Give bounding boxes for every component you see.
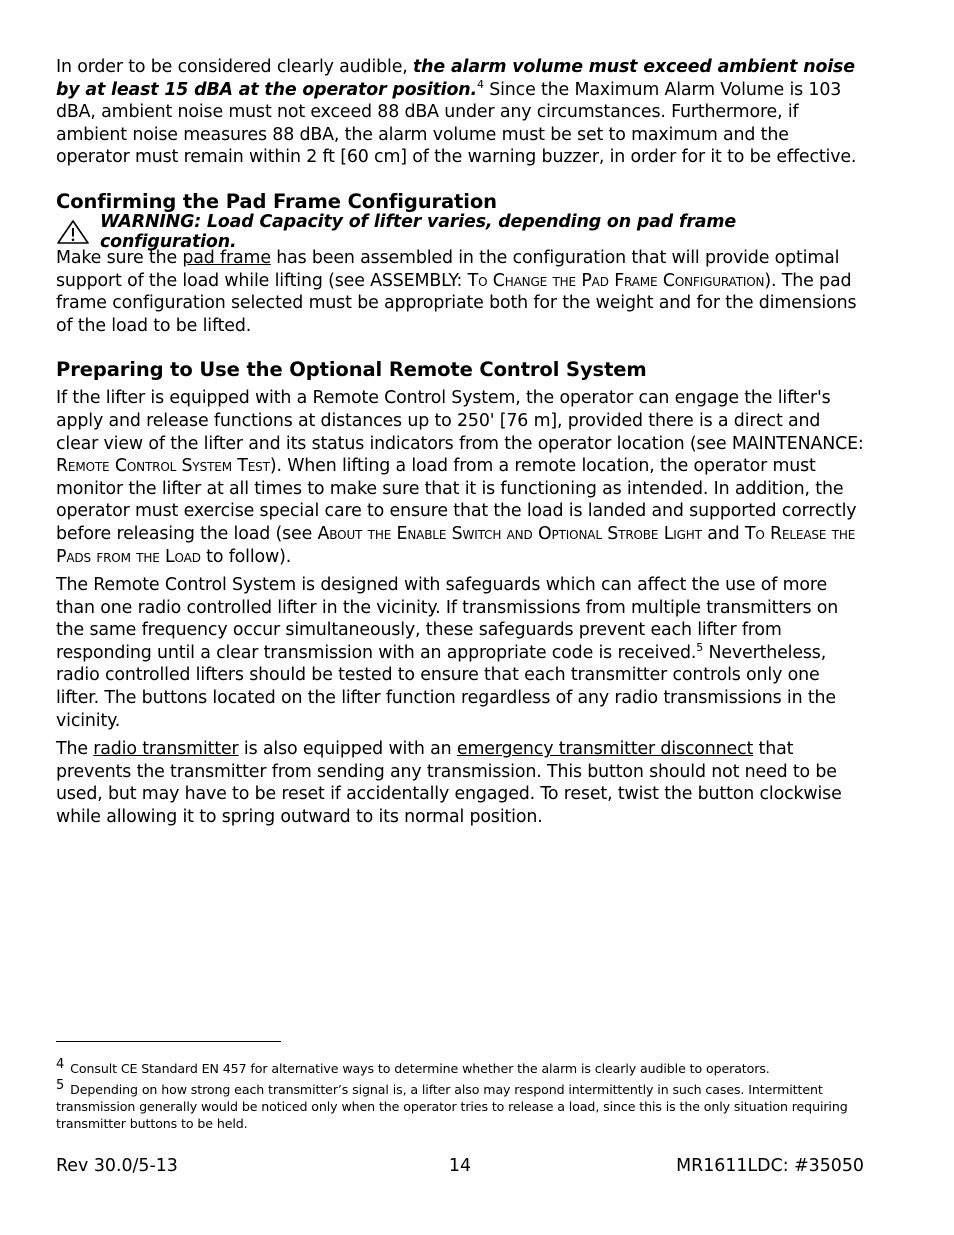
remote-p1-text-d: to follow). <box>200 546 292 567</box>
footnote-ref-5[interactable]: 5 <box>696 641 704 655</box>
pad-frame-link[interactable]: pad frame <box>182 247 271 268</box>
pad-frame-paragraph <box>56 247 864 337</box>
alarm-emphasis: the alarm volume must exceed ambient noise by at least 15 dBA at the operator position. <box>56 57 855 100</box>
remote-control-heading: Preparing to Use the Optional Remote Control System <box>56 358 647 382</box>
pad-frame-text-c: ). The pad frame configuration selected must be appropriate both for the weight and for the dimensions of the load to be lifted. <box>56 270 857 336</box>
revision-label: Rev 30.0/5-13 <box>56 1156 178 1176</box>
remote-p2-text-a: The Remote Control System is designed with safeguards which can affect the use of more than one radio controlled lifter in the vicinity. If transmissions from multiple transmitters on the same frequency occur simultaneously, these safeguards prevent each lifter from responding until a clear transmission with an appropriate code is received. <box>56 575 839 663</box>
pad-frame-heading: Confirming the Pad Frame Configuration <box>56 189 497 213</box>
footnote-4 <box>56 1057 864 1077</box>
document-id: MR1611LDC: #35050 <box>676 1156 864 1176</box>
pad-frame-text-a: Make sure the <box>56 247 183 268</box>
footnote-ref-4[interactable]: 4 <box>476 77 484 91</box>
remote-p3-text-b: is also equipped with an <box>238 739 457 760</box>
remote-p2-text-b: Nevertheless, radio controlled lifters should be tested to ensure that each transmitter controls only one lifter. The buttons located on the lifter function regardless of any radio transmissions in the vicinity. <box>56 642 836 731</box>
footnote-5-text: Depending on how strong each transmitter’s signal is, a lifter also may respond intermittently in such cases. Intermittent transmission generally would be noticed only when the operator tries to release a load, since this is the only situation requiring transmitter buttons to be held. <box>56 1082 848 1131</box>
remote-paragraph-2 <box>56 574 864 732</box>
remote-p1-text-b: ). When lifting a load from a remote location, the operator must monitor the lifter at all times to make sure that it is functioning as intended. In addition, the operator must exercise special care to ensure that the load is landed and supported correctly before releasing the load (see <box>56 456 857 544</box>
page-body <box>56 56 864 835</box>
footnote-divider <box>56 1041 281 1042</box>
pad-frame-warning <box>56 211 864 252</box>
pad-frame-section-ref: To Change the Pad Frame Configuration <box>467 270 765 291</box>
enable-switch-ref: About the Enable Switch and Optional Strobe Light <box>317 523 702 544</box>
alarm-volume-paragraph <box>56 56 864 169</box>
footnote-4-text: Consult CE Standard EN 457 for alternative ways to determine whether the alarm is clearly audible to operators. <box>70 1061 770 1076</box>
pad-frame-text-b: has been assembled in the configuration that will provide optimal support of the load while lifting (see ASSEMBLY: <box>56 247 840 291</box>
warning-triangle-icon <box>56 219 90 245</box>
emergency-disconnect-link[interactable]: emergency transmitter disconnect <box>456 739 754 760</box>
remote-p3-text-c: that prevents the transmitter from sending any transmission. This button should not need to be used, but may have to be reset if accidentally engaged. To reset, twist the button clockwise while allowing it to spring outward to its normal position. <box>56 739 842 828</box>
remote-p1-text-a: If the lifter is equipped with a Remote Control System, the operator can engage the lifter's apply and release functions at distances up to 250' [76 m], provided there is a direct and clear view of the lifter and its status indicators from the operator location (see MAINTENANCE: <box>56 388 864 454</box>
remote-test-ref: Remote Control System Test <box>56 456 270 477</box>
remote-paragraph-1 <box>56 387 864 568</box>
remote-p3-text-a: The <box>56 739 94 760</box>
footnote-4-number: 4 <box>56 1057 65 1072</box>
warning-text: WARNING: Load Capacity of lifter varies, depending on pad frame configuration. <box>100 211 736 252</box>
alarm-text-end: Since the Maximum Alarm Volume is 103 dBA, ambient noise must not exceed 88 dBA under any circumstances. Furthermore, if ambient noise measures 88 dBA, the alarm volume must be set to maximum and the operator must remain within 2 ft [60 cm] of the warning buzzer, in order for it to be effective. <box>56 79 857 168</box>
page-number: 14 <box>448 1156 472 1176</box>
release-pads-ref: To Release the Pads from the Load <box>56 523 856 567</box>
remote-paragraph-3 <box>56 738 864 828</box>
footnotes <box>56 1057 864 1136</box>
remote-p1-text-c: and <box>701 523 745 544</box>
footnote-5-number: 5 <box>56 1078 65 1093</box>
page-footer <box>56 1156 864 1180</box>
alarm-text-start: In order to be considered clearly audible, <box>56 57 413 77</box>
footnote-5 <box>56 1078 864 1132</box>
radio-transmitter-link[interactable]: radio transmitter <box>93 739 239 760</box>
